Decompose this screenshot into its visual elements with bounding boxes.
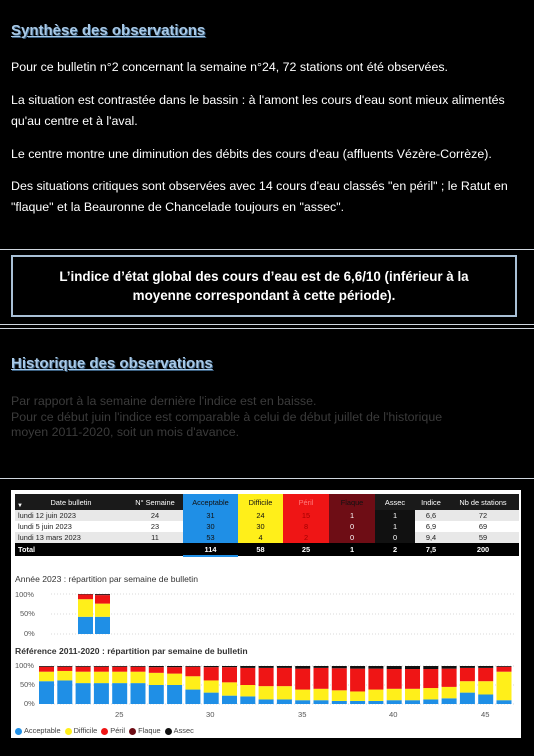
historique-paragraph-2: Pour ce début juin l'indice est comparable à celui de début juillet de l'historique moyen 2011-2020, soit un mois d'avance.: [11, 410, 443, 439]
synthese-title: Synthèse des observations: [11, 22, 206, 39]
bar-segment-difficile[interactable]: [94, 672, 109, 683]
total-label: Total: [15, 543, 127, 556]
bar-segment-difficile[interactable]: [204, 680, 219, 692]
bar-segment-difficile[interactable]: [497, 672, 512, 701]
bar-segment-acceptable[interactable]: [350, 701, 365, 704]
bar-segment-peril[interactable]: [240, 668, 255, 685]
col-header-difficile[interactable]: Difficile: [238, 494, 283, 510]
bar-segment-peril[interactable]: [368, 669, 383, 690]
bar-segment-assec[interactable]: [167, 666, 182, 667]
bar-segment-difficile[interactable]: [314, 689, 329, 700]
bar-segment-difficile[interactable]: [368, 690, 383, 701]
col-header-flaque[interactable]: Flaque: [329, 494, 375, 510]
total-flaque: 1: [329, 543, 375, 556]
bar-segment-assec[interactable]: [222, 666, 237, 667]
cell-flaque: 0: [329, 521, 375, 532]
bar-segment-acceptable[interactable]: [57, 680, 72, 704]
legend-item-flaque[interactable]: [129, 726, 161, 735]
bar-segment-acceptable[interactable]: [222, 696, 237, 704]
chart-reference: [11, 490, 521, 738]
bar-segment-assec[interactable]: [39, 666, 54, 667]
bar-segment-difficile[interactable]: [76, 672, 91, 683]
bar-segment-acceptable[interactable]: [76, 683, 91, 704]
chart-ref-xtick: 40: [389, 710, 398, 719]
bar-segment-peril[interactable]: [167, 667, 182, 673]
synthese-paragraph-2: La situation est contrastée dans le bassin : à l'amont les cours d'eau sont mieux alimentés qu'au centre et à l'aval.: [11, 93, 505, 128]
cell-assec: 1: [375, 510, 415, 521]
historique-title: Historique des observations: [11, 355, 213, 372]
total-assec: 2: [375, 543, 415, 556]
bar-segment-acceptable[interactable]: [131, 683, 146, 704]
cell-date: lundi 13 mars 2023: [15, 532, 127, 543]
bar-segment-acceptable[interactable]: [442, 698, 457, 704]
bar-segment-difficile[interactable]: [259, 686, 274, 699]
bar-segment-peril[interactable]: [185, 667, 200, 677]
chart-2023-ytick: 100%: [15, 590, 34, 599]
bar-segment-difficile[interactable]: [112, 672, 127, 683]
bar-segment-peril[interactable]: [94, 667, 109, 672]
divider-bottom: [0, 478, 534, 479]
cell-date: lundi 12 juin 2023: [15, 510, 127, 521]
callout-text: L’indice d’état global des cours d’eau est de 6,6/10 (inférieur à la moyenne correspondant à cette période).: [59, 269, 469, 303]
bar-segment-assec[interactable]: [259, 666, 274, 668]
bar-segment-assec[interactable]: [149, 666, 164, 667]
cell-assec: 0: [375, 532, 415, 543]
bar-segment-acceptable[interactable]: [277, 699, 292, 704]
cell-difficile: 24: [238, 510, 283, 521]
legend-dot-icon: [129, 728, 136, 735]
bar-segment-acceptable[interactable]: [497, 700, 512, 704]
bar-segment-acceptable[interactable]: [240, 696, 255, 704]
bar-segment-peril[interactable]: [57, 667, 72, 671]
bar-segment-peril[interactable]: [277, 668, 292, 686]
col-header-nb-stations[interactable]: Nb de stations: [447, 494, 519, 510]
bar-segment-assec[interactable]: [295, 666, 310, 669]
cell-indice: 6,6: [415, 510, 447, 521]
bar-segment-acceptable[interactable]: [259, 699, 274, 704]
chart-ref-ytick: 0%: [24, 699, 35, 708]
col-header-semaine[interactable]: N° Semaine: [127, 494, 183, 510]
bar-segment-peril[interactable]: [332, 668, 347, 690]
bar-segment-acceptable[interactable]: [39, 681, 54, 704]
cell-peril: 2: [283, 532, 329, 543]
legend-label: Acceptable: [24, 726, 61, 735]
cell-nb-stations: 69: [478, 522, 488, 531]
cell-nb-stations: 59: [447, 532, 519, 543]
total-acceptable: 114: [183, 543, 238, 556]
chart-2023-ytick: 0%: [24, 629, 35, 638]
bar-segment-peril[interactable]: [259, 668, 274, 686]
bar-segment-assec[interactable]: [497, 666, 512, 667]
cell-nb-stations: 72: [447, 510, 519, 521]
col-header-acceptable[interactable]: Acceptable: [183, 494, 238, 510]
bar-segment-peril[interactable]: [387, 669, 402, 689]
col-header-indice[interactable]: Indice: [415, 494, 447, 510]
bar-segment-peril[interactable]: [405, 669, 420, 689]
col-header-date-label: Date bulletin: [50, 497, 92, 507]
bar-segment-difficile[interactable]: [277, 686, 292, 699]
bar-segment-acceptable[interactable]: [167, 685, 182, 704]
legend-label: Flaque: [138, 726, 161, 735]
bar-segment-assec[interactable]: [314, 666, 329, 668]
cell-indice: 9,4: [415, 532, 447, 543]
legend-item-acceptable[interactable]: [15, 726, 61, 735]
bar-segment-assec[interactable]: [76, 666, 91, 667]
bar-segment-acceptable[interactable]: [460, 693, 475, 704]
synthese-paragraph-4: Des situations critiques sont observées avec 14 cours d'eau classés "en péril" ; le Ratut en "flaque" et la Beauronne de Chancelade toujours en "assec".: [11, 179, 508, 214]
cell-acceptable: 31: [183, 510, 238, 521]
cell-acceptable: 30: [183, 521, 238, 532]
cell-flaque: 1: [329, 510, 375, 521]
total-difficile: 58: [238, 543, 283, 556]
legend-label: Difficile: [73, 726, 98, 735]
bar-segment-difficile[interactable]: [423, 688, 438, 699]
cell-difficile: 4: [238, 532, 283, 543]
cell-peril: 15: [283, 510, 329, 521]
bar-segment-difficile[interactable]: [387, 689, 402, 700]
chart-ref-ytick: 50%: [20, 680, 35, 689]
cell-semaine: 11: [127, 532, 183, 543]
legend-item-peril[interactable]: [101, 726, 125, 735]
bar-segment-assec[interactable]: [478, 666, 493, 668]
bar-segment-acceptable[interactable]: [387, 700, 402, 704]
bar-segment-acceptable[interactable]: [332, 701, 347, 704]
chart-2023-ytick: 50%: [20, 609, 35, 618]
bar-segment-assec[interactable]: [240, 666, 255, 668]
legend-dot-icon: [165, 728, 172, 735]
bar-segment-difficile[interactable]: [478, 681, 493, 694]
cell-date: lundi 5 juin 2023: [18, 522, 72, 531]
bar-segment-assec[interactable]: [460, 666, 475, 668]
bar-segment-assec[interactable]: [442, 666, 457, 669]
bar-segment-peril[interactable]: [112, 667, 127, 672]
bar-segment-peril[interactable]: [478, 668, 493, 681]
bar-segment-assec[interactable]: [350, 666, 365, 669]
bar-segment-difficile[interactable]: [222, 682, 237, 695]
bar-segment-acceptable[interactable]: [204, 693, 219, 704]
total-nb-stations: 200: [447, 543, 519, 556]
bar-segment-peril[interactable]: [460, 668, 475, 681]
bar-segment-peril[interactable]: [39, 667, 54, 672]
bar-segment-acceptable[interactable]: [295, 700, 310, 704]
bar-segment-assec[interactable]: [368, 666, 383, 669]
legend-dot-icon: [15, 728, 22, 735]
bar-segment-assec[interactable]: [112, 666, 127, 667]
chart-2023-title: Année 2023 : répartition par semaine de bulletin: [15, 574, 198, 584]
cell-semaine: 24: [127, 510, 183, 521]
bar-segment-assec[interactable]: [94, 666, 109, 667]
bar-segment-peril[interactable]: [76, 667, 91, 672]
bar-segment-assec[interactable]: [131, 666, 146, 667]
bar-segment-assec[interactable]: [204, 666, 219, 667]
bar-segment-acceptable[interactable]: [185, 690, 200, 704]
cell-indice: 6,9: [425, 522, 437, 531]
bar-segment-acceptable[interactable]: [423, 699, 438, 704]
callout-box: [11, 255, 517, 317]
bar-segment-peril[interactable]: [442, 669, 457, 687]
chart-ref-title: Référence 2011-2020 : répartition par semaine de bulletin: [15, 646, 248, 656]
bar-segment-assec[interactable]: [185, 666, 200, 667]
bar-segment-difficile[interactable]: [405, 689, 420, 700]
chart-ref-xtick: 30: [206, 710, 215, 719]
cell-acceptable: 53: [183, 532, 238, 543]
synthese-paragraph-1: Pour ce bulletin n°2 concernant la semaine n°24, 72 stations ont été observées.: [11, 60, 448, 74]
bar-segment-acceptable[interactable]: [149, 685, 164, 704]
bar-segment-difficile[interactable]: [185, 676, 200, 689]
chart-legend: [15, 726, 194, 735]
divider-top: [0, 249, 534, 250]
bar-segment-acceptable[interactable]: [112, 683, 127, 704]
bar-segment-acceptable[interactable]: [405, 700, 420, 704]
bar-segment-difficile[interactable]: [57, 671, 72, 681]
chart-ref-xtick: 35: [298, 710, 307, 719]
col-header-assec[interactable]: Assec: [375, 494, 415, 510]
cell-semaine: 23: [150, 522, 160, 531]
bar-segment-difficile[interactable]: [332, 690, 347, 701]
legend-dot-icon: [65, 728, 72, 735]
sort-down-icon: ▼: [17, 503, 23, 509]
chart-ref-xtick: 25: [115, 710, 124, 719]
cell-assec: 1: [375, 521, 415, 532]
chart-ref-xtick: 45: [481, 710, 490, 719]
divider-mid-2: [0, 328, 534, 329]
dashboard-panel: [11, 490, 521, 738]
bar-segment-difficile[interactable]: [149, 673, 164, 685]
bar-segment-acceptable[interactable]: [368, 701, 383, 704]
bar-segment-assec[interactable]: [423, 666, 438, 669]
bar-segment-assec[interactable]: [57, 666, 72, 667]
bar-segment-peril[interactable]: [131, 667, 146, 672]
bar-segment-peril[interactable]: [149, 667, 164, 673]
cell-difficile: 30: [238, 521, 283, 532]
bar-segment-assec[interactable]: [405, 666, 420, 669]
legend-label: Assec: [173, 726, 194, 735]
bar-segment-peril[interactable]: [222, 667, 237, 682]
synthese-paragraph-3: Le centre montre une diminution des débits des cours d'eau (affluents Vézère-Corrèze).: [11, 147, 492, 161]
legend-item-difficile[interactable]: [65, 726, 98, 735]
cell-flaque: 0: [329, 532, 375, 543]
bar-segment-acceptable[interactable]: [314, 700, 329, 704]
bar-segment-difficile[interactable]: [39, 672, 54, 682]
bar-segment-assec[interactable]: [277, 666, 292, 668]
bar-segment-peril[interactable]: [497, 667, 512, 672]
bar-segment-difficile[interactable]: [350, 691, 365, 701]
bar-segment-difficile[interactable]: [167, 674, 182, 685]
chart-ref-ytick: 100%: [15, 661, 34, 670]
bar-segment-peril[interactable]: [295, 669, 310, 690]
bar-segment-difficile[interactable]: [442, 687, 457, 698]
bar-segment-peril[interactable]: [204, 667, 219, 680]
bar-segment-acceptable[interactable]: [478, 695, 493, 705]
bar-segment-peril[interactable]: [350, 669, 365, 692]
legend-item-assec[interactable]: [165, 726, 194, 735]
bar-segment-acceptable[interactable]: [94, 683, 109, 704]
bar-segment-peril[interactable]: [423, 669, 438, 688]
bar-segment-assec[interactable]: [332, 666, 347, 668]
divider-mid-1: [0, 324, 534, 325]
total-peril: 25: [283, 543, 329, 556]
bar-segment-difficile[interactable]: [240, 685, 255, 696]
cell-peril: 8: [283, 521, 329, 532]
bar-segment-difficile[interactable]: [460, 681, 475, 692]
bar-segment-difficile[interactable]: [295, 690, 310, 701]
total-indice: 7,5: [415, 543, 447, 556]
historique-paragraph-1: Par rapport à la semaine dernière l'indice est en baisse.: [11, 394, 317, 408]
bar-segment-assec[interactable]: [387, 666, 402, 669]
col-header-peril[interactable]: Péril: [283, 494, 329, 510]
legend-dot-icon: [101, 728, 108, 735]
legend-label: Péril: [110, 726, 126, 735]
bar-segment-peril[interactable]: [314, 668, 329, 689]
bar-segment-difficile[interactable]: [131, 672, 146, 683]
